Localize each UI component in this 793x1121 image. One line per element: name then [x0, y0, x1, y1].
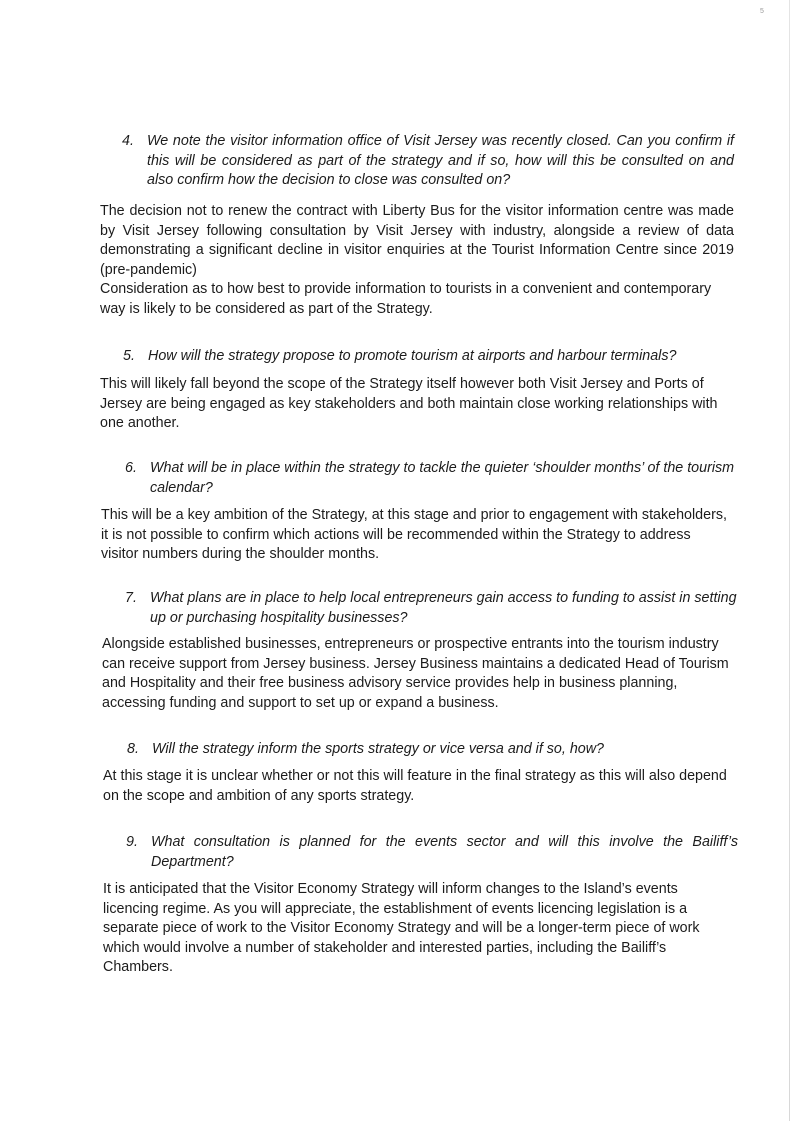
answer-4b: Consideration as to how best to provide information to tourists in a convenient and contemporary way is likely to be considered as part of the Strategy.	[100, 281, 712, 317]
question-number: 9.	[126, 834, 138, 850]
question-number: 6.	[125, 460, 137, 476]
answer-5: This will likely fall beyond the scope of the Strategy itself however both Visit Jersey and Ports of Jersey are being engaged as key stakeholders and both maintain close working relationships with one another.	[100, 376, 718, 432]
question-number: 5.	[123, 348, 135, 364]
page-marker: 5	[760, 8, 764, 15]
answer-9: It is anticipated that the Visitor Economy Strategy will inform changes to the Island’s events licencing regime. As you will appreciate, the establishment of events licencing legislation is a separate piece of work to the Visitor Economy Strategy and will be a longer-term piece of work which would involve a number of stakeholder and interested parties, including the Bailiff’s Chambers.	[103, 881, 700, 976]
answer-7: Alongside established businesses, entrepreneurs or prospective entrants into the tourism industry can receive support from Jersey business. Jersey Business maintains a dedicated Head of Tourism and Hospitality and their free business advisory service provides help in business planning, accessing funding and support to set up or expand a business.	[102, 636, 729, 711]
question-text: What will be in place within the strategy to tackle the quieter ‘shoulder months’ of the tourism calendar?	[150, 460, 735, 496]
question-text: Will the strategy inform the sports strategy or vice versa and if so, how?	[152, 741, 604, 757]
answer-8: At this stage it is unclear whether or not this will feature in the final strategy as this will also depend on the scope and ambition of any sports strategy.	[103, 768, 727, 804]
question-text: We note the visitor information office of Visit Jersey was recently closed. Can you confirm if this will be considered as part of the strategy and if so, how will this be consulted on and also confirm how the decision to close was consulted on?	[147, 133, 734, 189]
answer-6: This will be a key ambition of the Strategy, at this stage and prior to engagement with stakeholders, it is not possible to confirm which actions will be recommended within the Strategy to address visitor numbers during the shoulder months.	[101, 507, 727, 563]
question-text: What consultation is planned for the events sector and will this involve the Bailiff’s Department?	[151, 834, 738, 870]
answer-4a: The decision not to renew the contract with Liberty Bus for the visitor information centre was made by Visit Jersey following consultation by Visit Jersey with industry, alongside a review of data demonstrating a significant decline in visitor enquiries at the Tourist Information Centre since 2019 (pre-pandemic)	[100, 203, 734, 278]
question-text: What plans are in place to help local entrepreneurs gain access to funding to assist in setting up or purchasing hospitality businesses?	[150, 590, 737, 626]
question-number: 8.	[127, 741, 139, 757]
question-text: How will the strategy propose to promote tourism at airports and harbour terminals?	[148, 348, 677, 364]
question-number: 7.	[125, 590, 137, 606]
question-number: 4.	[122, 133, 134, 149]
